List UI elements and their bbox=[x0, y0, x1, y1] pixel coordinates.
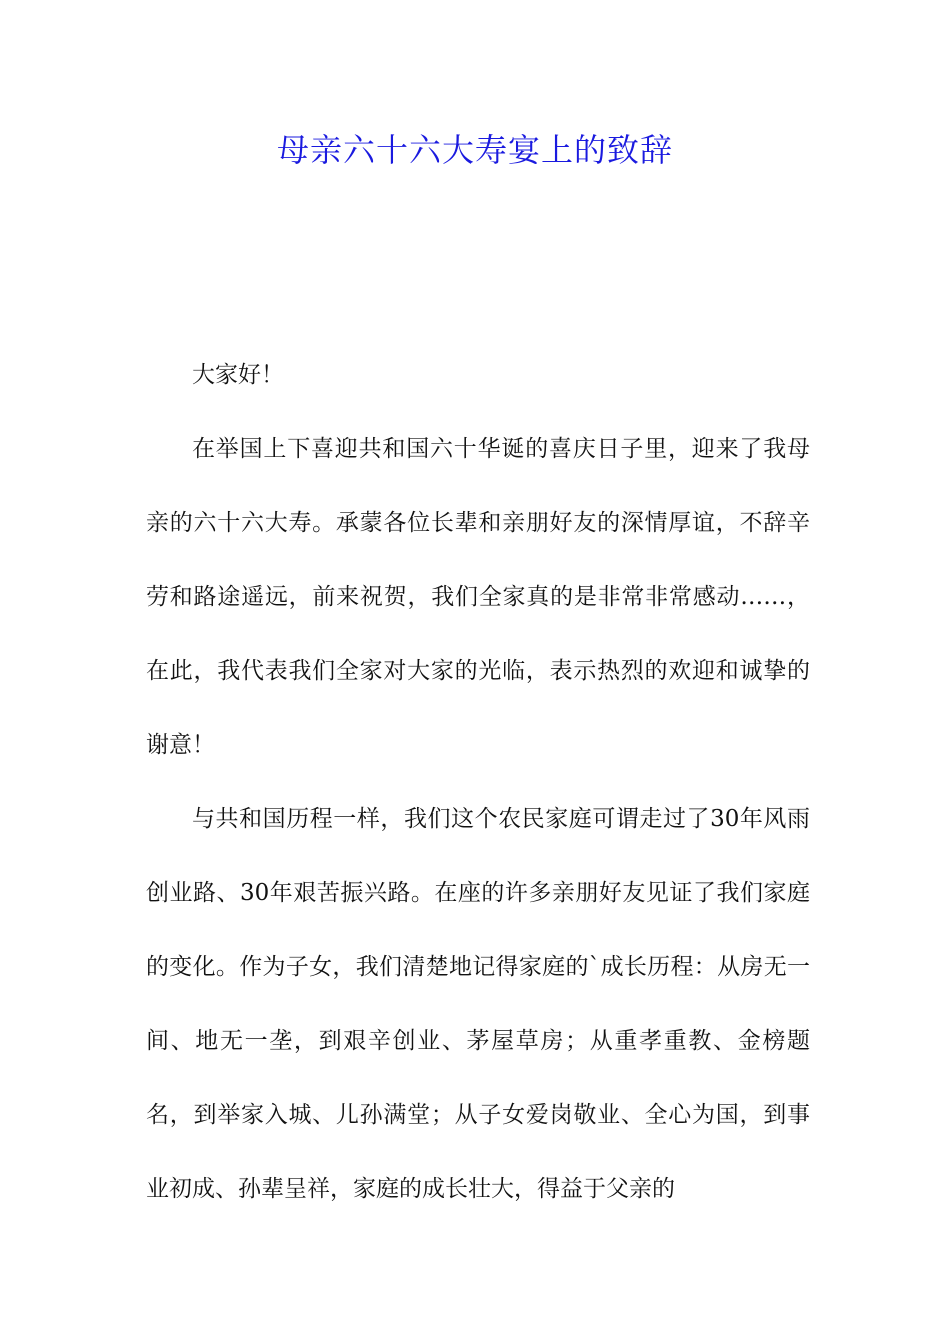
paragraph-family-history: 与共和国历程一样，我们这个农民家庭可谓走过了30年风雨创业路、30年艰苦振兴路。在座的许多亲朋好友见证了我们家庭的变化。作为子女，我们清楚地记得家庭的`成长历程：从房无一间、地无一垄，到艰辛创业、茅屋草房；从重孝重教、金榜题名，到举家入城、儿孙满堂；从子女爱岗敬业、全心为国，到事业初成、孙辈呈祥，家庭的成长壮大，得益于父亲的 bbox=[146, 806, 810, 1202]
document-title: 母亲六十六大寿宴上的致辞 bbox=[276, 131, 673, 169]
paragraph-welcome: 在举国上下喜迎共和国六十华诞的喜庆日子里，迎来了我母亲的六十六大寿。承蒙各位长辈和亲朋好友的深情厚谊，不辞辛劳和路途遥远，前来祝贺，我们全家真的是非常非常感动……，在此，我代表我们全家对大家的光临，表示热烈的欢迎和诚挚的谢意！ bbox=[146, 436, 810, 758]
document-body bbox=[146, 338, 810, 1226]
paragraph-greeting: 大家好！ bbox=[192, 362, 284, 388]
